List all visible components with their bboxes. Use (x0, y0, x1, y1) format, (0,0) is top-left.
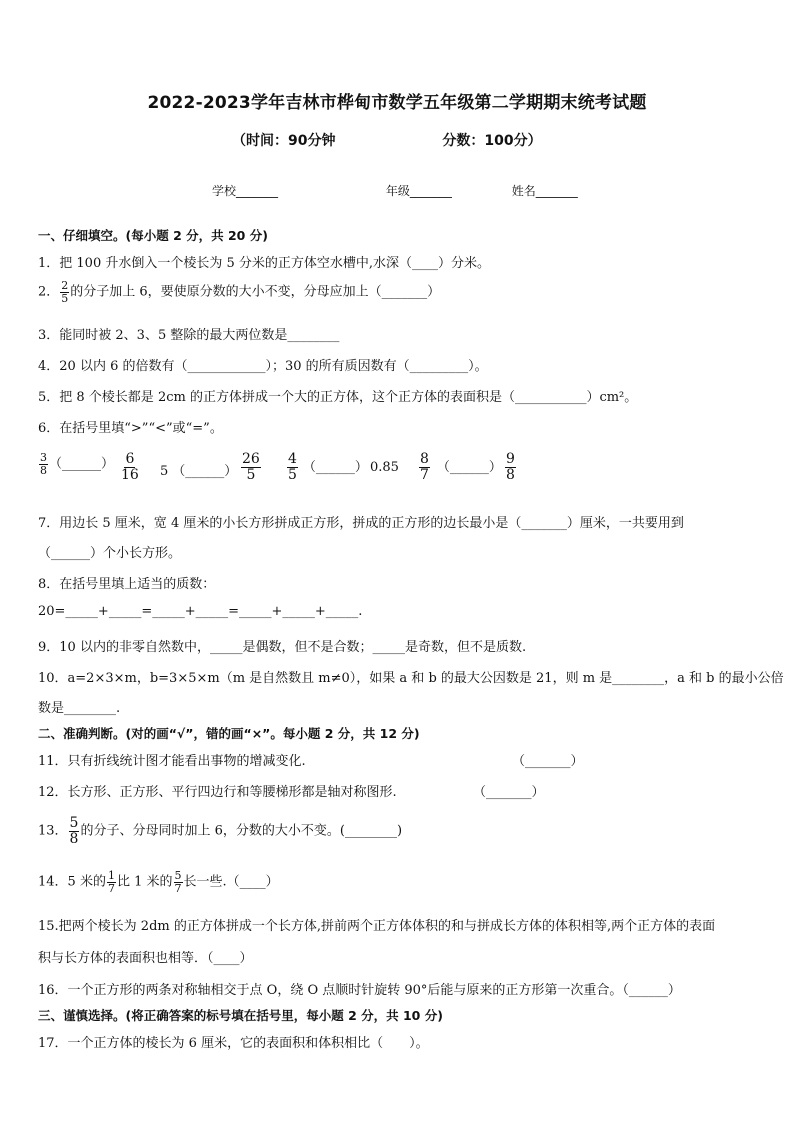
question-6: 6．在括号里填“>”“<”或“=”。 (38, 421, 223, 436)
fraction-numerator: 1 (107, 869, 115, 882)
fraction-denominator: 5 (246, 466, 256, 483)
question-9: 9．10 以内的非零自然数中，_____是偶数，但不是合数；_____是奇数，但不是质数. (38, 640, 527, 655)
fraction-numerator: 8 (420, 451, 429, 467)
value: 5 (160, 464, 169, 479)
q13-fraction (69, 816, 80, 846)
question-4: 4．20 以内 6 的倍数有（____________）；30 的所有质因数有（_________）。 (38, 359, 488, 374)
cmp-d (240, 452, 262, 482)
question-7-line-1: 7．用边长 5 厘米，宽 4 厘米的小长方形拼成正方形，拼成的正方形的边长最小是（_______）厘米，一共要用到 (38, 516, 684, 531)
fraction-numerator: 6 (125, 451, 135, 467)
page-title: 2022-2023学年吉林市桦甸市数学五年级第二学期期末统考试题 (147, 93, 647, 113)
q12-answer-blank[interactable]: （_______） (473, 785, 545, 800)
section-heading-fill-in: 一、仔细填空。(每小题 2 分，共 20 分) (38, 228, 268, 243)
q14-text-2: 比 1 米的 (116, 874, 173, 890)
fraction-numerator: 4 (288, 451, 297, 467)
q13-text: 的分子、分母同时加上 6，分数的大小不变。(________) (80, 823, 403, 839)
q2-text: 的分子加上 6，要使原分数的大小不变，分母应加上（_______） (70, 284, 441, 300)
cmp-b (120, 452, 140, 482)
question-5: 5．把 8 个棱长都是 2cm 的正方体拼成一个大的正方体，这个正方体的表面积是（___________）cm²。 (38, 390, 638, 405)
question-11: 11．只有折线统计图才能看出事物的增减变化. (38, 754, 306, 769)
fraction (121, 452, 139, 482)
cmp-a (38, 452, 114, 476)
question-16: 16．一个正方形的两条对称轴相交于点 O，绕 O 点顺时针旋转 90°后能与原来的正方形第一次重合。（______） (38, 983, 681, 998)
fraction (419, 452, 430, 482)
fraction-denominator: 5 (288, 466, 297, 483)
question-15-line-1: 15.把两个棱长为 2dm 的正方体拼成一个长方体,拼前两个正方体体积的和与拼成长方体的体积相等,两个正方体的表面 (38, 919, 716, 934)
question-10-line-2: 数是________. (38, 701, 121, 716)
fraction (39, 452, 48, 476)
question-2 (38, 280, 440, 304)
cmp-c (160, 460, 237, 479)
fraction-denominator: 7 (420, 466, 429, 483)
fraction-denominator: 16 (121, 466, 139, 483)
section-heading-choice: 三、谨慎选择。(将正确答案的标号填在括号里，每小题 2 分，共 10 分) (38, 1008, 443, 1023)
grade-field[interactable]: 年级_______ (385, 184, 452, 198)
answer-blank[interactable]: （______） (436, 459, 502, 475)
fraction (287, 452, 298, 482)
answer-blank[interactable]: （______） (302, 459, 368, 475)
fraction-numerator: 2 (61, 279, 69, 292)
fraction-numerator: 9 (506, 451, 515, 467)
fraction-denominator: 8 (69, 830, 79, 847)
value: 0.85 (369, 459, 399, 475)
time-limit: （时间：90分钟 (232, 133, 336, 149)
cmp-h (504, 452, 517, 482)
q2-fraction (60, 280, 69, 304)
question-7-line-2: （______）个小长方形。 (38, 546, 182, 561)
q11-answer-blank[interactable]: （_______） (512, 754, 584, 769)
cmp-e (286, 452, 399, 482)
cmp-g (418, 452, 502, 482)
answer-blank[interactable]: （______） (172, 464, 238, 479)
exam-meta (232, 130, 542, 150)
fraction-denominator: 8 (506, 466, 515, 483)
question-15-line-2: 积与长方体的表面积也相等．（____） (38, 951, 253, 966)
fraction-numerator: 3 (40, 451, 47, 464)
fraction-numerator: 26 (242, 451, 260, 467)
q14-fraction-2 (174, 870, 183, 894)
name-field[interactable]: 姓名_______ (511, 184, 578, 198)
question-3: 3．能同时被 2、3、5 整除的最大两位数是________ (38, 328, 340, 343)
fraction-denominator: 5 (61, 291, 69, 305)
question-8-equation: 20=_____+_____=_____+_____=_____+_____+_____. (38, 604, 363, 619)
q14-text-3: 长一些.（____） (183, 874, 279, 890)
fraction-numerator: 5 (69, 815, 79, 831)
question-12: 12．长方形、正方形、平行四边行和等腰梯形都是轴对称图形. (38, 785, 397, 800)
fraction-denominator: 7 (174, 881, 182, 895)
question-10-line-1: 10．a=2×3×m，b=3×5×m（m 是自然数且 m≠0），如果 a 和 b 的最大公因数是 21，则 m 是________，a 和 b 的最小公倍 (38, 671, 784, 686)
question-17: 17．一个正方体的棱长为 6 厘米，它的表面积和体积相比（ ）。 (38, 1036, 429, 1051)
question-13 (38, 816, 402, 846)
fraction-numerator: 5 (174, 869, 182, 882)
fraction (241, 452, 261, 482)
answer-blank[interactable]: （______） (49, 456, 115, 472)
fraction-denominator: 7 (107, 881, 115, 895)
total-score: 分数：100分） (442, 133, 542, 149)
question-14 (38, 870, 279, 894)
question-1: 1．把 100 升水倒入一个棱长为 5 分米的正方体空水槽中,水深（____）分米。 (38, 256, 491, 271)
fraction (505, 452, 516, 482)
fraction-denominator: 8 (40, 463, 47, 477)
school-field[interactable]: 学校_______ (212, 184, 279, 198)
q14-fraction-1 (107, 870, 116, 894)
q2-number: 2． (38, 284, 60, 300)
q13-number: 13． (38, 823, 68, 839)
section-heading-judge: 二、准确判断。(对的画“√”，错的画“×”。每小题 2 分，共 12 分) (38, 726, 420, 741)
question-8: 8．在括号里填上适当的质数： (38, 577, 216, 592)
student-info (212, 182, 578, 199)
q14-text-1: 14．5 米的 (38, 874, 106, 890)
